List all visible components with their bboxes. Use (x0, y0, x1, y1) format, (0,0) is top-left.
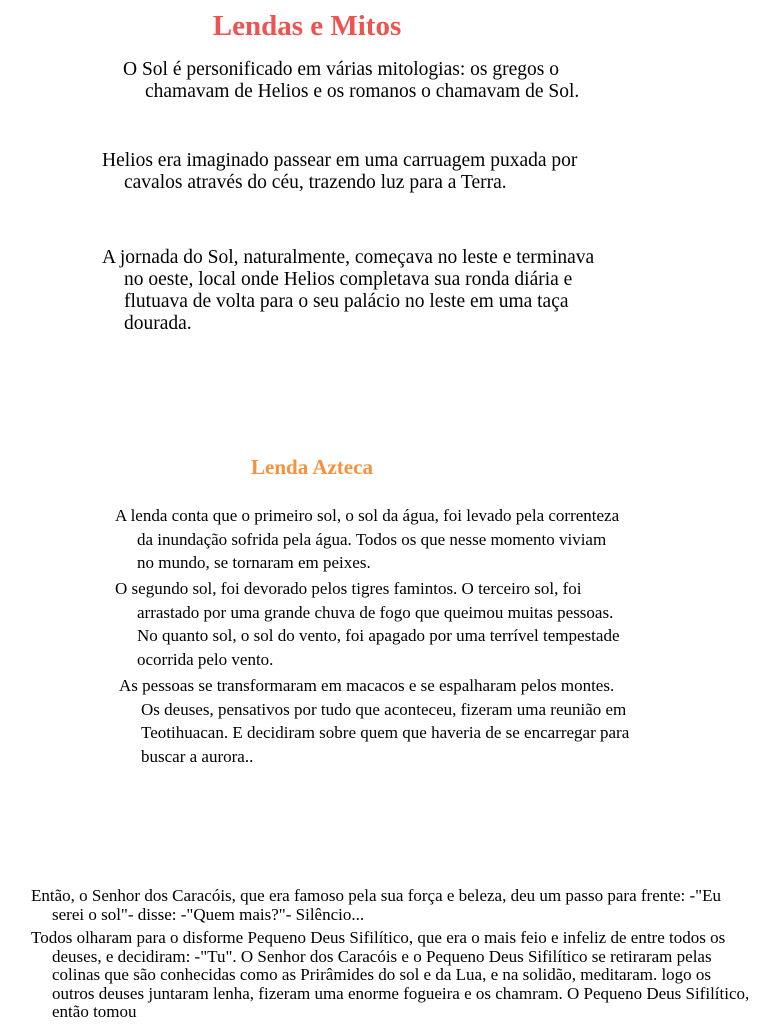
aztec-paragraph-1: A lenda conta que o primeiro sol, o sol da água, foi levado pela correnteza da inundação sofrida pela água. Todos os que nesse momento viviam no mundo, se tornaram em peixes. (115, 506, 620, 572)
intro-paragraph-2: Helios era imaginado passear em uma carruagem puxada por cavalos através do céu, trazendo luz para a Terra. (102, 150, 578, 193)
section-title-aztec: Lenda Azteca (251, 455, 373, 479)
aztec-paragraph-2: O segundo sol, foi devorado pelos tigres famintos. O terceiro sol, foi arrastado por uma grande chuva de fogo que queimou muitas pessoas. No quanto sol, o sol do vento, foi apagado por uma terrível tempestade ocorrida pelo vento. (115, 579, 620, 669)
page-title: Lendas e Mitos (212, 10, 402, 42)
aztec-paragraph-3: As pessoas se transformaram em macacos e se espalharam pelos montes. Os deuses, pensativos por tudo que aconteceu, fizeram uma reunião em Teotihuacan. E decidiram sobre quem que haveria de se encarregar para buscar a aurora.. (119, 676, 630, 766)
story-paragraph-2: Todos olharam para o disforme Pequeno Deus Sifilítico, que era o mais feio e infeliz de entre todos os deuses, e decidiram: -"Tu". O Senhor dos Caracóis e o Pequeno Deus Sifilítico se retiraram pelas colinas que são conhecidas como as Prirâmides do sol e da Lua, e na solidão, meditaram. logo os outros deuses juntaram lenha, fizeram uma enorme fogueira e os chamram. O Pequeno Deus Sifilítico, então tomou (31, 928, 750, 1022)
intro-paragraph-3: A jornada do Sol, naturalmente, começava no leste e terminava no oeste, local onde Helios completava sua ronda diária e flutuava de volta para o seu palácio no leste em uma taça dourada. (102, 247, 595, 334)
intro-paragraph-1: O Sol é personificado em várias mitologias: os gregos o chamavam de Helios e os romanos o chamavam de Sol. (123, 59, 580, 102)
story-paragraph-1: Então, o Senhor dos Caracóis, que era famoso pela sua força e beleza, deu um passo para frente: -"Eu serei o sol"- disse: -"Quem mais?"- Silêncio... (31, 886, 721, 924)
